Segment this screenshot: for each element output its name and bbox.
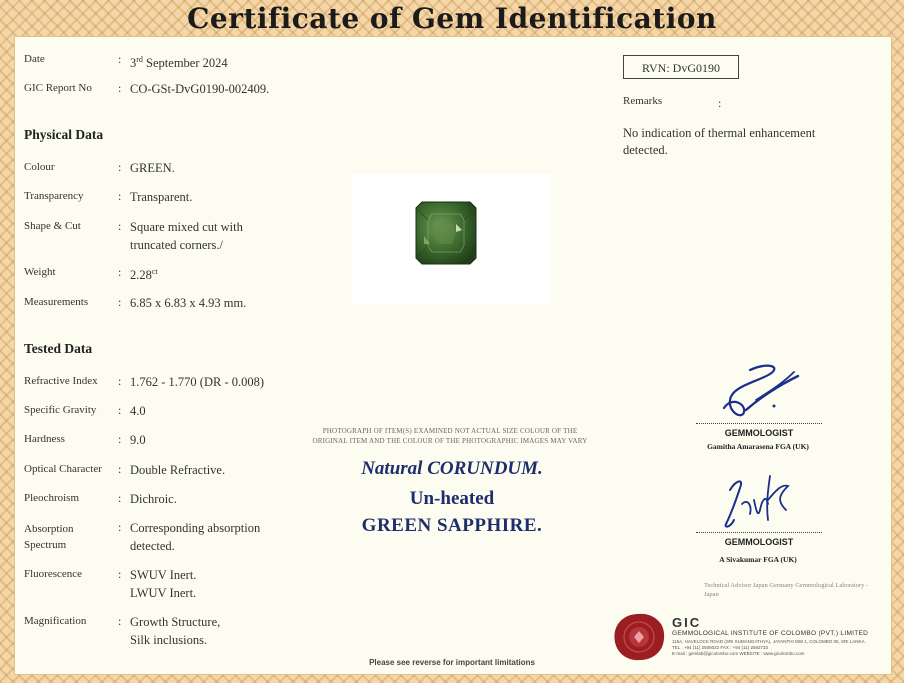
separator: : bbox=[118, 189, 122, 203]
pleochroism-label: Pleochroism bbox=[24, 492, 79, 504]
limitations-footer: Please see reverse for important limitations bbox=[369, 658, 535, 667]
signature-1 bbox=[712, 360, 812, 422]
separator: : bbox=[118, 265, 122, 279]
fluorescence-value: SWUV Inert. LWUV Inert. bbox=[130, 568, 197, 600]
date-value: 3rd September 2024 bbox=[130, 55, 228, 71]
separator: : bbox=[718, 96, 722, 110]
optical-character-label: Optical Character bbox=[24, 463, 102, 475]
absorption-spectrum-value: Corresponding absorption detected. bbox=[130, 521, 261, 553]
weight-label: Weight bbox=[24, 266, 56, 278]
transparency-value: Transparent. bbox=[130, 190, 193, 204]
specific-gravity-label: Specific Gravity bbox=[24, 404, 97, 416]
refractive-index-label: Refractive Index bbox=[24, 375, 98, 387]
identification-variety: GREEN SAPPHIRE. bbox=[361, 515, 543, 536]
institute-address: 115A, HAVELOCK ROAD (SRI SUMANGATHYA), JAYANTHI MW 1, COLOMBO 05, SRI LANKA. bbox=[672, 639, 866, 644]
remarks-label: Remarks bbox=[623, 95, 663, 107]
hardness-value: 9.0 bbox=[130, 433, 146, 447]
weight-value: $2.28^{ct}$ bbox=[130, 267, 158, 283]
institute-phone: TEL : +94 (11) 2508022 FAX : +94 (11) 2583733 bbox=[672, 645, 768, 650]
identification-treatment: Un-heated bbox=[409, 488, 495, 509]
separator: : bbox=[118, 81, 122, 95]
separator: : bbox=[118, 614, 122, 628]
gemmologist-1-title: GEMMOLOGIST bbox=[724, 428, 794, 438]
separator: : bbox=[118, 491, 122, 505]
separator: : bbox=[118, 403, 122, 417]
separator: : bbox=[118, 219, 122, 233]
report-no-value: CO-GSt-DvG0190-002409. bbox=[130, 82, 270, 96]
technical-advisor-note: Technical Advisor Japan Germany Gemmological Laboratory - Japan bbox=[704, 582, 869, 598]
report-no-label: GIC Report No bbox=[24, 82, 92, 94]
identification-species: Natural CORUNDUM. bbox=[361, 458, 543, 479]
physical-data-heading: Physical Data bbox=[24, 127, 104, 142]
photo-disclaimer: PHOTOGRAPH OF ITEM(S) EXAMINED NOT ACTUAL SIZE COLOUR OF THE ORIGINAL ITEM AND THE COLOUR OF THE PHOTOGRAPHIC IMAGES MAY VARY bbox=[312, 427, 588, 445]
institute-web: E-mail : gemlab@gicolombo.com WEBSITE : www.gicolombo.com bbox=[672, 651, 805, 656]
shape-cut-value: Square mixed cut with truncated corners./ bbox=[130, 220, 243, 252]
signature-2 bbox=[716, 470, 806, 532]
separator: : bbox=[118, 432, 122, 446]
separator: : bbox=[118, 567, 122, 581]
hardness-label: Hardness bbox=[24, 433, 65, 445]
refractive-index-value: 1.762 - 1.770 (DR - 0.008) bbox=[130, 375, 265, 389]
colour-label: Colour bbox=[24, 161, 55, 173]
rvn-box: RVN: DvG0190 bbox=[623, 55, 739, 79]
separator: : bbox=[118, 160, 122, 174]
gemmologist-2-name: A Sivakumar FGA (UK) bbox=[719, 555, 797, 564]
institute-brand: GIC bbox=[672, 615, 702, 630]
shape-cut-label: Shape & Cut bbox=[24, 220, 81, 232]
measurements-label: Measurements bbox=[24, 296, 89, 308]
institute-name: GEMMOLOGICAL INSTITUTE OF COLOMBO (PVT.) LIMITED bbox=[672, 630, 869, 637]
certificate-title: Certificate of Gem Identification bbox=[187, 2, 717, 35]
remarks-value: No indication of thermal enhancement detected. bbox=[623, 126, 816, 157]
absorption-spectrum-label: Absorption Spectrum bbox=[24, 523, 74, 551]
specific-gravity-value: 4.0 bbox=[130, 404, 146, 418]
separator: : bbox=[118, 374, 122, 388]
signature-line-2 bbox=[696, 532, 822, 533]
separator: : bbox=[118, 295, 122, 309]
transparency-label: Transparency bbox=[24, 190, 84, 202]
date-label: Date bbox=[24, 53, 45, 65]
gemmologist-2-title: GEMMOLOGIST bbox=[724, 537, 794, 547]
separator: : bbox=[118, 520, 122, 534]
gem-photo bbox=[352, 174, 550, 304]
signature-line-1 bbox=[696, 423, 822, 424]
measurements-value: 6.85 x 6.83 x 4.93 mm. bbox=[130, 296, 247, 310]
tested-data-heading: Tested Data bbox=[24, 341, 93, 356]
gemmologist-1-name: Gamitha Amarasena FGA (UK) bbox=[707, 442, 809, 451]
pleochroism-value: Dichroic. bbox=[130, 492, 177, 506]
wax-seal-icon bbox=[612, 612, 666, 662]
magnification-label: Magnification bbox=[24, 615, 87, 627]
colour-value: GREEN. bbox=[130, 161, 175, 175]
optical-character-value: Double Refractive. bbox=[130, 463, 226, 477]
separator: : bbox=[118, 52, 122, 66]
separator: : bbox=[118, 462, 122, 476]
fluorescence-label: Fluorescence bbox=[24, 568, 83, 580]
magnification-value: Growth Structure, Silk inclusions. bbox=[130, 615, 221, 647]
gemstone-image bbox=[352, 174, 550, 304]
